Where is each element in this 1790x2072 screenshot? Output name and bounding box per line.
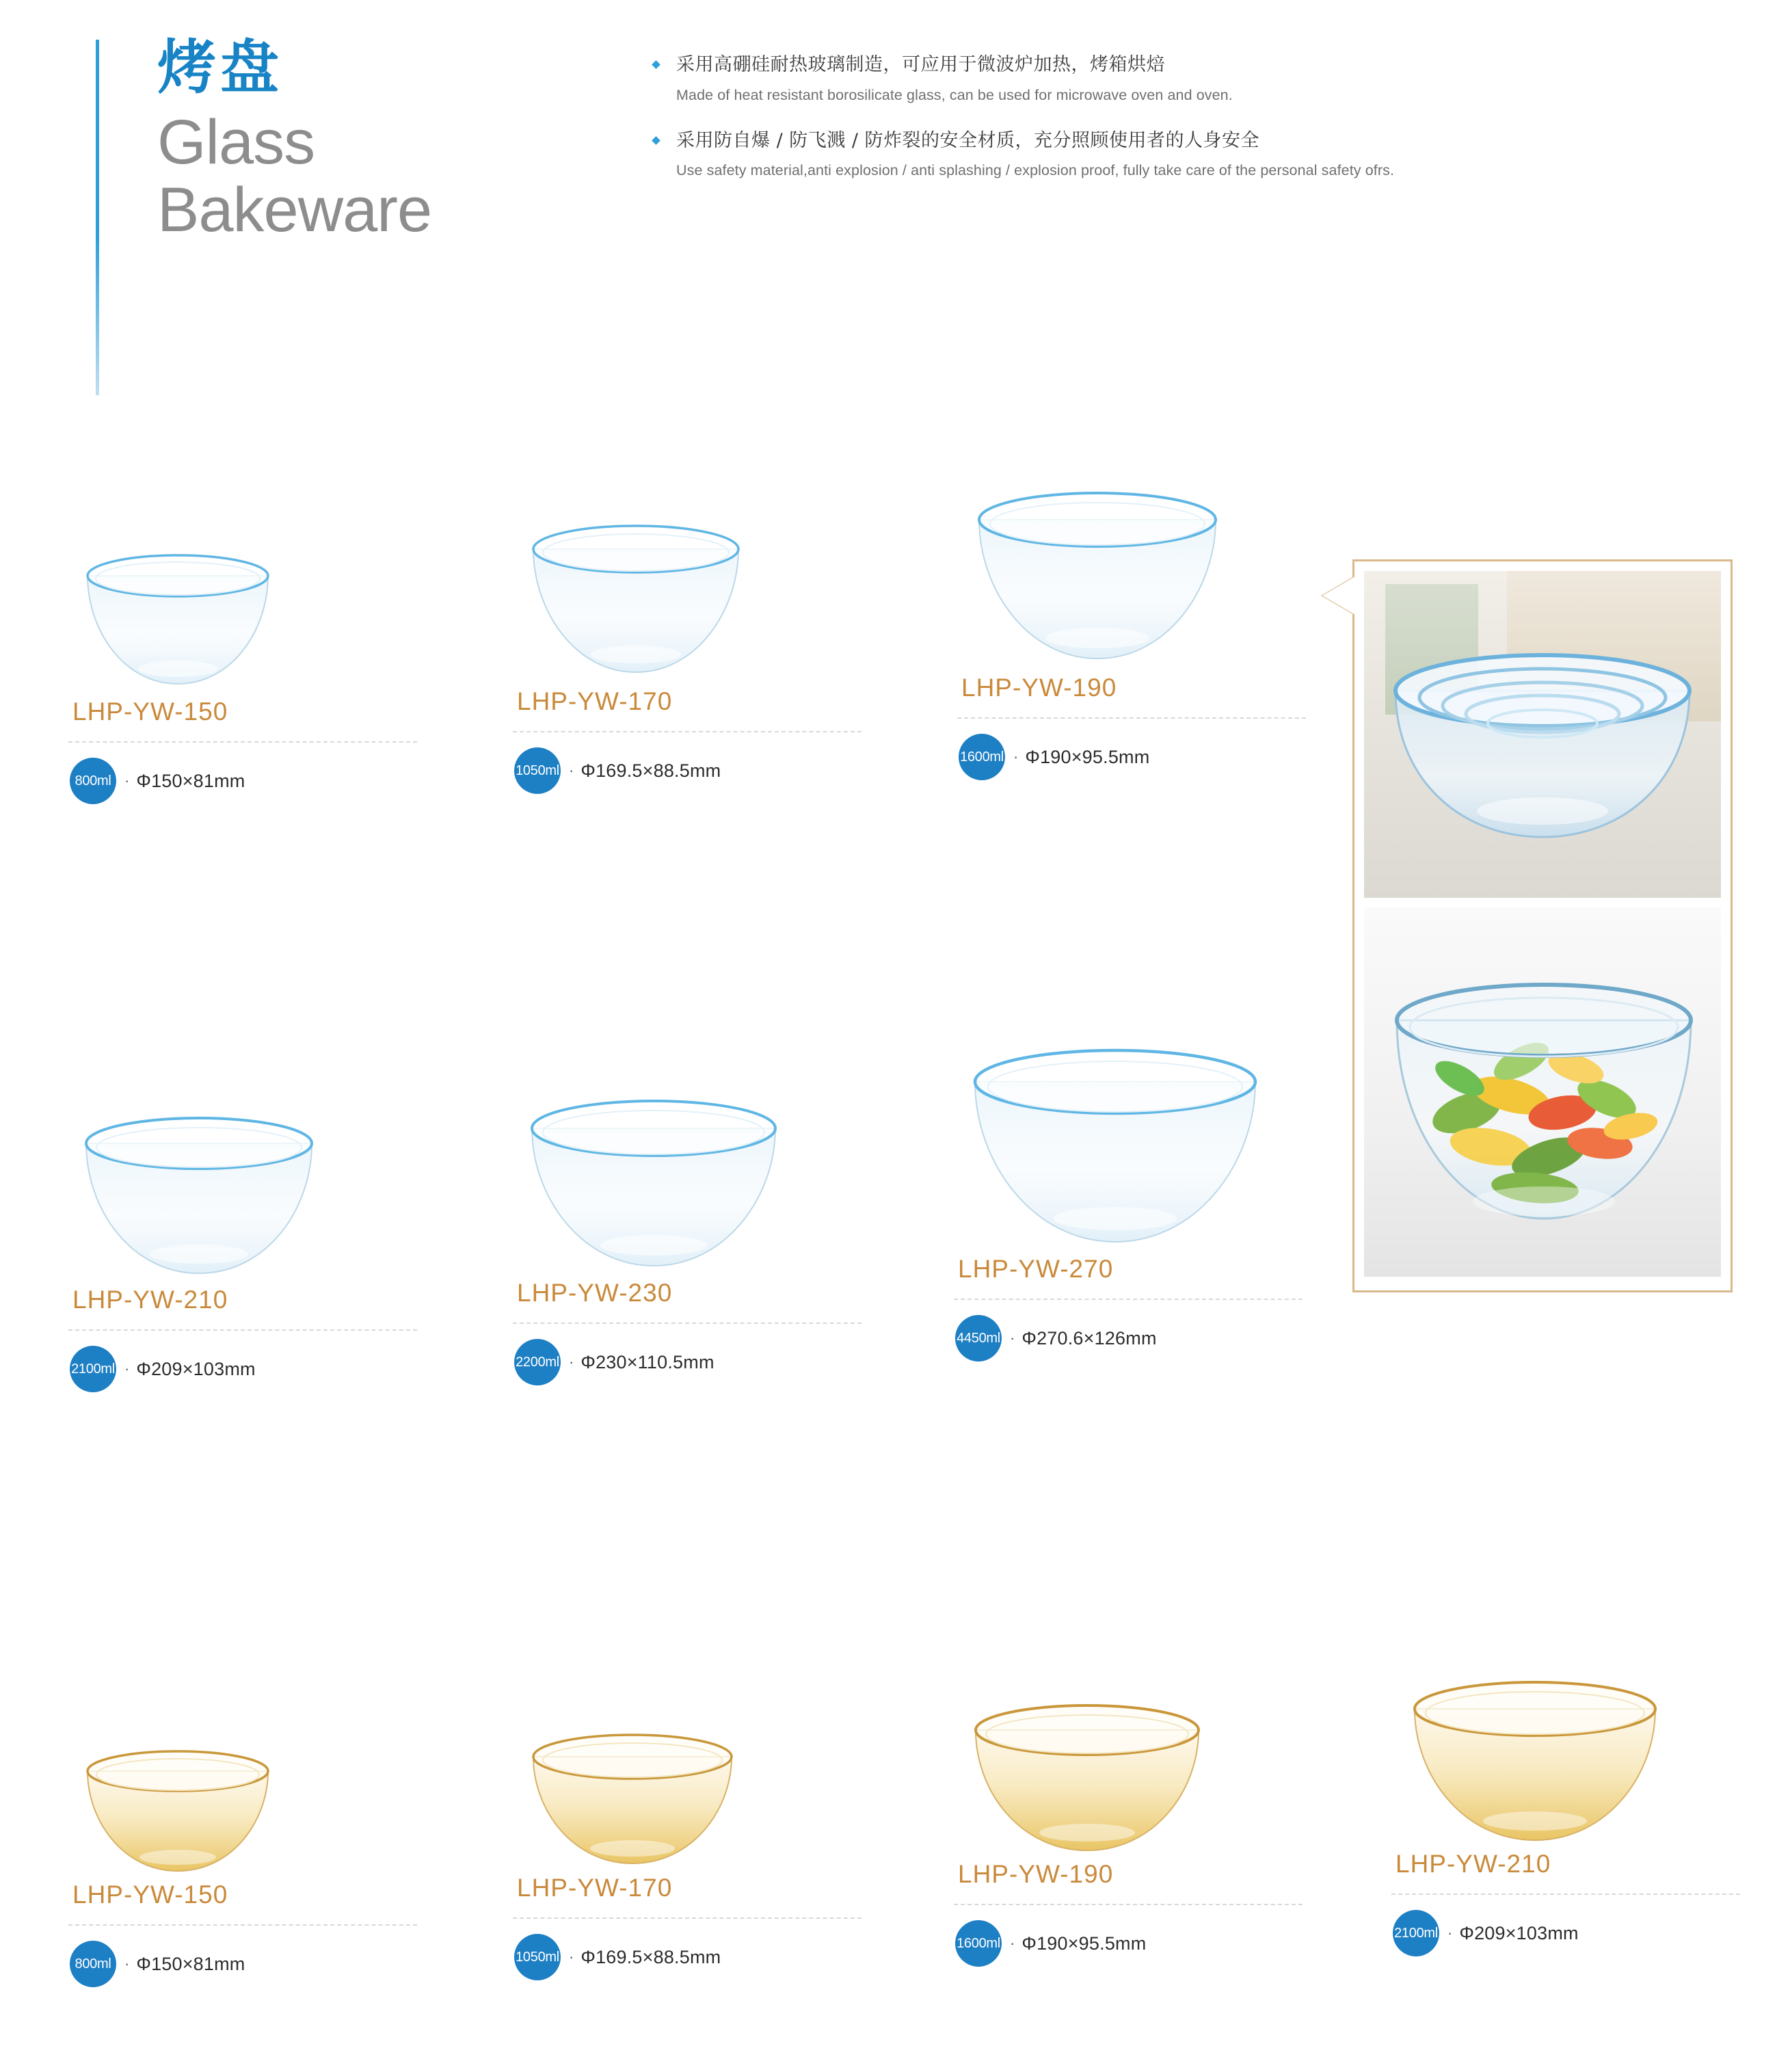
- feature-item: [653, 127, 1679, 183]
- product-row: [0, 1539, 1790, 2072]
- title-block: [96, 34, 431, 245]
- dimension-text: Φ209×103mm: [136, 1358, 256, 1379]
- spec-separator: ·: [1010, 1329, 1015, 1346]
- product-spec: [68, 1941, 451, 1987]
- product-spec: [513, 1934, 896, 1980]
- card-divider: [68, 1329, 417, 1331]
- feature-item: [653, 51, 1679, 107]
- dimension-text: Φ190×95.5mm: [1025, 746, 1150, 767]
- product-image: [954, 1029, 1337, 1255]
- product-spec: [68, 1346, 451, 1392]
- dimension-text: Φ270.6×126mm: [1021, 1327, 1157, 1349]
- product-spec: [68, 758, 451, 804]
- product-code: LHP-YW-150: [72, 698, 228, 726]
- capacity-badge: 1050ml: [514, 747, 561, 794]
- card-divider: [954, 1299, 1303, 1300]
- product-code: LHP-YW-230: [517, 1279, 673, 1307]
- feature-text-cn: 采用高硼硅耐热玻璃制造，可应用于微波炉加热，烤箱烘焙: [676, 54, 1165, 75]
- page-title-en-line1: Glass: [157, 107, 315, 177]
- dimension-text: Φ169.5×88.5mm: [580, 760, 721, 781]
- card-divider: [513, 731, 861, 732]
- product-spec: [1391, 1910, 1774, 1956]
- title-accent-rule: [96, 40, 99, 395]
- capacity-badge: 4450ml: [955, 1315, 1002, 1362]
- product-code: LHP-YW-190: [958, 1860, 1114, 1888]
- spec-separator: ·: [569, 1948, 574, 1965]
- spec-separator: ·: [569, 762, 574, 779]
- spec-separator: ·: [124, 772, 130, 789]
- product-image: [68, 472, 451, 698]
- spec-separator: ·: [1013, 748, 1019, 765]
- capacity-badge: 2100ml: [70, 1346, 116, 1392]
- spec-separator: ·: [1010, 1935, 1015, 1952]
- feature-list: [653, 51, 1679, 203]
- product-image: [513, 1648, 896, 1874]
- capacity-badge: 1600ml: [955, 1920, 1002, 1967]
- product-card[interactable]: [954, 1029, 1337, 1362]
- feature-text-en: Use safety material,anti explosion / anti splashing / explosion proof, fully take care of the personal safety ofrs.: [676, 162, 1395, 179]
- spec-separator: ·: [569, 1353, 574, 1370]
- salad-bowl-illustration: [1364, 907, 1721, 1277]
- page-header: [0, 0, 1790, 383]
- product-card[interactable]: [954, 1634, 1337, 1967]
- card-divider: [1391, 1894, 1740, 1895]
- callout-arrow-icon: [1322, 576, 1355, 615]
- product-code: LHP-YW-190: [961, 674, 1117, 702]
- product-card[interactable]: [68, 472, 451, 804]
- product-image: [68, 1655, 451, 1881]
- page-footer: [0, 2010, 1790, 2051]
- product-spec: [513, 747, 896, 794]
- capacity-badge: 2100ml: [1393, 1910, 1439, 1956]
- product-code: LHP-YW-210: [72, 1286, 228, 1314]
- capacity-badge: 1050ml: [514, 1934, 561, 1980]
- product-card[interactable]: [513, 1053, 896, 1385]
- card-divider: [513, 1323, 861, 1324]
- dimension-text: Φ230×110.5mm: [580, 1351, 714, 1372]
- product-code: LHP-YW-170: [517, 687, 673, 715]
- card-divider: [513, 1917, 861, 1919]
- product-card[interactable]: [957, 448, 1340, 780]
- spec-separator: ·: [124, 1955, 130, 1972]
- product-image: [513, 1053, 896, 1279]
- dimension-text: Φ190×95.5mm: [1021, 1932, 1147, 1954]
- product-image: [513, 462, 896, 687]
- product-card[interactable]: [68, 1655, 451, 1987]
- product-spec: [954, 1315, 1337, 1362]
- spec-separator: ·: [1447, 1924, 1453, 1941]
- product-card[interactable]: [513, 462, 896, 794]
- product-image: [957, 448, 1340, 674]
- dimension-text: Φ150×81mm: [136, 1953, 245, 1974]
- bullet-diamond-icon: [652, 60, 660, 69]
- dimension-text: Φ209×103mm: [1459, 1922, 1579, 1943]
- photo-salad-bowl: [1364, 907, 1721, 1277]
- spec-separator: ·: [124, 1360, 130, 1377]
- product-image: [1391, 1624, 1774, 1850]
- capacity-badge: 800ml: [70, 758, 116, 804]
- product-spec: [954, 1920, 1337, 1967]
- product-card[interactable]: [1391, 1624, 1774, 1956]
- card-divider: [68, 1924, 417, 1926]
- capacity-badge: 1600ml: [959, 734, 1005, 780]
- page-title-cn: 烤盘: [157, 34, 283, 102]
- feature-text-en: Made of heat resistant borosilicate glass, can be used for microwave oven and oven.: [676, 86, 1233, 103]
- product-card[interactable]: [68, 1060, 451, 1392]
- product-image: [68, 1060, 451, 1286]
- card-divider: [954, 1904, 1303, 1905]
- product-card[interactable]: [513, 1648, 896, 1980]
- page-title-en: [157, 109, 431, 245]
- card-divider: [957, 717, 1306, 719]
- bullet-diamond-icon: [652, 136, 660, 145]
- capacity-badge: 2200ml: [514, 1339, 561, 1385]
- product-spec: [957, 734, 1340, 780]
- product-code: LHP-YW-170: [517, 1874, 673, 1902]
- feature-text-cn: 采用防自爆 / 防飞溅 / 防炸裂的安全材质，充分照顾使用者的人身安全: [676, 129, 1260, 151]
- nested-bowls-illustration: [1382, 632, 1703, 851]
- product-image: [954, 1634, 1337, 1860]
- dimension-text: Φ169.5×88.5mm: [580, 1946, 721, 1967]
- page-title-en-line2: Bakeware: [157, 175, 432, 245]
- dimension-text: Φ150×81mm: [136, 770, 245, 791]
- product-code: LHP-YW-210: [1395, 1850, 1551, 1878]
- product-code: LHP-YW-270: [958, 1255, 1114, 1283]
- photo-panel: [1352, 559, 1733, 1292]
- capacity-badge: 800ml: [70, 1941, 116, 1987]
- card-divider: [68, 741, 417, 743]
- product-code: LHP-YW-150: [72, 1881, 228, 1909]
- product-spec: [513, 1339, 896, 1385]
- photo-nested-bowls: [1364, 571, 1721, 898]
